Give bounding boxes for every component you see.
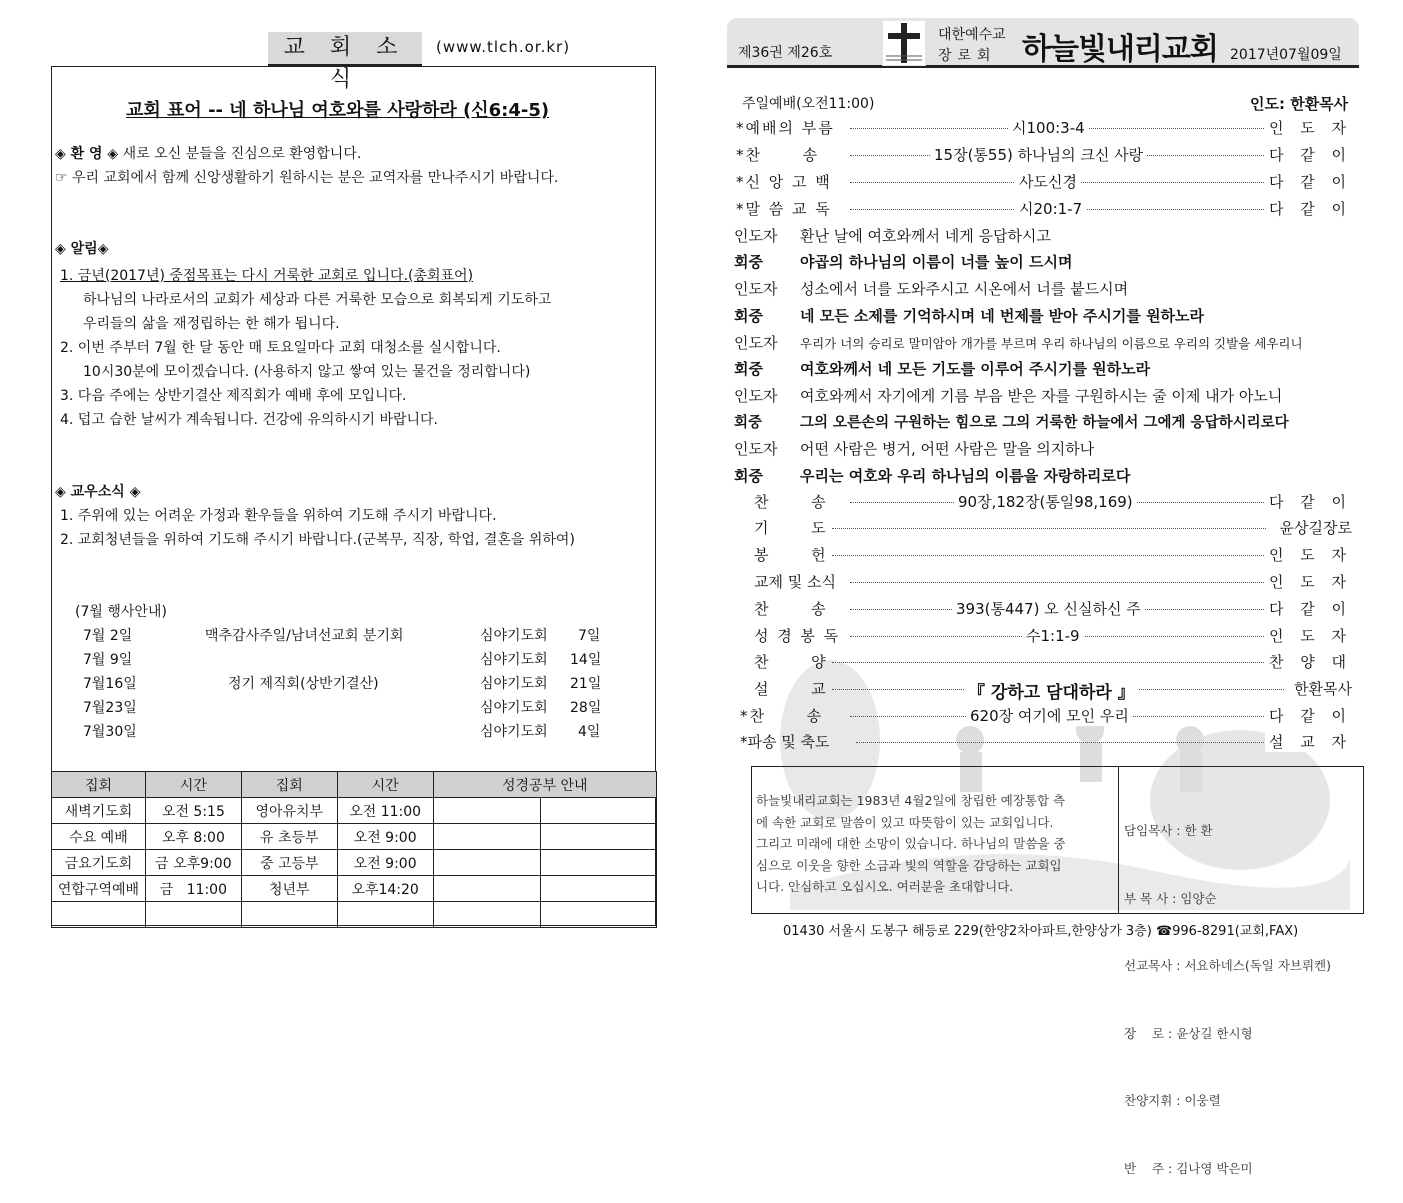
order-row [732,544,1354,566]
event-prayer-day: 21일 [570,676,602,692]
responsive-line [734,385,1282,406]
order-item: *말 씀 교 독 [736,200,832,218]
table-header: 집회 [241,772,337,798]
responsive-text: 우리가 너의 승리로 말미암아 개가를 부르며 우리 하나님의 이름으로 우리의 깃발을 세우리니 [800,336,1303,351]
responsive-speaker: 인도자 [734,227,778,245]
church-cross-logo [882,20,926,66]
event-prayer: 심야기도회 [480,652,548,668]
intro-line: 하늘빛내리교회는 1983년 4월2일에 창립한 예장통합 측 [756,793,1066,808]
notice-item: 1. 금년(2017년) 중점목표는 다시 거룩한 교회로 입니다.(총회표어) [60,268,474,284]
order-item: 찬 송 [754,600,828,618]
volume-number: 제36권 제26호 [738,45,833,61]
responsive-speaker: 회중 [734,467,763,485]
event-prayer: 심야기도회 [480,676,548,692]
responsive-line [734,465,1130,486]
order-row [732,651,1354,673]
order-content: 시100:3-4 [1008,117,1089,138]
responsive-text: 야곱의 하나님의 이름이 너를 높이 드시며 [800,253,1073,271]
member-news-item: 2. 교회청년들을 위하여 기도해 주시기 바랍니다.(군복무, 직장, 학업, 결혼을 위하여) [60,532,575,548]
event-prayer-day: 14일 [570,652,602,668]
responsive-line [734,278,1128,299]
table-cell [541,902,657,928]
event-prayer: 심야기도회 [480,628,548,644]
responsive-speaker: 인도자 [734,440,778,458]
table-row [52,850,657,876]
event-prayer-day: 4일 [578,724,601,740]
order-item: 교제 및 소식 [754,573,836,591]
order-person: 인 도 자 [1265,544,1352,565]
responsive-text: 네 모든 소제를 기억하시며 네 번제를 받아 주시기를 원하노라 [800,307,1205,325]
responsive-line [734,305,1204,326]
sermon-title: 『 강하고 담대하라 』 [964,678,1139,703]
table-cell: 오전 9:00 [337,824,433,850]
responsive-text: 성소에서 너를 도와주시고 시온에서 너를 붙드시며 [800,280,1129,298]
denomination-2: 장로회 [938,48,997,64]
order-item: 찬 송 [754,493,828,511]
order-item: *찬 송 [740,707,824,725]
table-cell: 청년부 [241,876,337,902]
responsive-text: 여호와께서 네 모든 기도를 이루어 주시기를 원하노라 [800,360,1151,378]
staff-line: 반 주 : 김나영 박은미 [1124,1160,1253,1176]
responsive-speaker: 인도자 [734,387,778,405]
staff-line: 담임목사 : 한 환 [1124,823,1213,838]
order-item: *신 앙 고 백 [736,173,832,191]
table-cell [433,850,541,876]
staff-line: 선교목사 : 서요하네스(독일 자브뤼켄) [1124,958,1332,973]
order-person: 인 도 자 [1265,571,1352,592]
order-row [732,571,1354,593]
service-leader: 인도: 한환목사 [1250,95,1349,113]
table-cell [541,824,657,850]
responsive-line [734,358,1150,379]
order-content: 90장,182장(통일98,169) [954,491,1137,512]
order-item: *파송 및 축도 [740,733,830,751]
table-cell [433,902,541,928]
table-cell: 새벽기도회 [52,798,146,824]
staff-line: 장 로 : 윤상길 한시형 [1124,1025,1253,1041]
order-person: 다 같 이 [1265,705,1352,726]
church-intro [756,790,1066,898]
table-cell [433,824,541,850]
order-person: 찬 양 대 [1265,651,1352,672]
table-cell: 오후 8:00 [145,824,241,850]
order-row [732,678,1354,703]
order-person: 다 같 이 [1265,598,1352,619]
responsive-line [734,251,1072,272]
events-heading: (7월 행사안내) [75,604,167,620]
service-time: 주일예배(오전11:00) [742,96,875,112]
church-address: 01430 서울시 도봉구 해등로 229(한양2차아파트,한양상가 3층) ☎996-8291(교회,FAX) [783,924,1299,939]
table-cell [52,902,146,928]
order-item: 성 경 봉 독 [754,627,841,645]
table-row [52,902,657,928]
order-content: 시20:1-7 [1015,198,1086,219]
notice-item: 10시30분에 모이겠습니다. (사용하지 않고 쌓여 있는 물건을 정리합니다) [83,364,531,380]
notice-item: 하나님의 나라로서의 교회가 세상과 다른 거룩한 모습으로 회복되게 기도하고 [83,292,552,308]
notice-item: 4. 덥고 습한 날씨가 계속됩니다. 건강에 유의하시기 바랍니다. [60,412,438,428]
event-date: 7월 9일 [83,652,133,668]
event-date: 7월16일 [83,676,137,692]
order-person: 인 도 자 [1265,117,1352,138]
meeting-schedule-table [51,771,657,928]
table-cell: 영아유치부 [241,798,337,824]
order-row [732,517,1354,539]
responsive-speaker: 회중 [734,253,763,271]
table-cell: 중 고등부 [241,850,337,876]
notice-heading: ◈ 알림◈ [55,241,109,257]
leader-dots [832,662,1284,663]
table-cell [541,798,657,824]
event-prayer: 심야기도회 [480,700,548,716]
order-row [732,117,1354,139]
welcome-line-2: ☞ 우리 교회에서 함께 신앙생활하기 원하시는 분은 교역자를 만나주시기 바랍니다. [55,170,559,186]
order-item: *찬 송 [736,146,820,164]
staff-line: 찬양지휘 : 이웅렬 [1124,1093,1221,1108]
responsive-line [734,225,1051,246]
order-row [732,705,1354,727]
staff-list [1124,775,1331,1203]
order-person: 다 같 이 [1265,171,1352,192]
order-person: 인 도 자 [1265,625,1352,646]
intro-line: 에 속한 교회로 말씀이 있고 따뜻함이 있는 교회입니다. [756,814,1054,830]
event-date: 7월23일 [83,700,137,716]
welcome-heading: ◈ 환 영 ◈ [55,146,119,162]
welcome-text: 새로 오신 분들을 진심으로 환영합니다. [122,146,362,162]
table-cell: 연합구역예배 [52,876,146,902]
event-prayer: 심야기도회 [480,724,548,740]
order-person: 다 같 이 [1265,491,1352,512]
table-row [52,876,657,902]
church-motto: 교회 표어 -- 네 하나님 여호와를 사랑하라 (신6:4-5) [126,100,550,121]
church-url[interactable]: (www.tlch.or.kr) [436,38,571,56]
info-divider [1118,766,1119,914]
responsive-text: 그의 오른손의 구원하는 힘으로 그의 거룩한 하늘에서 그에게 응답하시리로다 [800,415,1289,431]
member-news-heading: ◈ 교우소식 ◈ [55,484,141,500]
order-person: 윤상길장로 [1276,517,1352,538]
table-cell: 오전 9:00 [337,850,433,876]
table-cell [145,902,241,928]
responsive-speaker: 인도자 [734,334,778,352]
leader-dots [856,742,1284,743]
order-row [732,198,1354,220]
table-cell: 수요 예배 [52,824,146,850]
event-name: 맥추감사주일/남녀선교회 분기회 [205,628,404,644]
order-person: 설 교 자 [1265,731,1352,752]
table-cell: 오전 11:00 [337,798,433,824]
event-date: 7월 2일 [83,628,133,644]
order-content: 620장 여기에 모인 우리 [966,705,1133,726]
responsive-line [734,438,1094,459]
responsive-line [734,411,1289,432]
order-item: 봉 헌 [754,546,828,564]
event-prayer-day: 7일 [578,628,601,644]
order-person: 한환목사 [1290,678,1352,699]
order-content: 사도신경 [1015,171,1081,192]
order-item: *예배의 부름 [736,119,835,137]
leader-dots [832,528,1266,529]
news-section-title: 교 회 소 식 [268,32,422,66]
event-prayer-day: 28일 [570,700,602,716]
responsive-speaker: 회중 [734,307,763,325]
intro-line: 그리고 미래에 대한 소망이 있습니다. 하나님의 말씀을 중 [756,836,1066,851]
church-name: 하늘빛내리교회 [1022,32,1218,67]
responsive-speaker: 인도자 [734,280,778,298]
table-cell: 유 초등부 [241,824,337,850]
responsive-speaker: 회중 [734,415,763,431]
table-cell [241,902,337,928]
denomination: 대한예수교 [938,27,1006,43]
table-cell [337,902,433,928]
table-row [52,798,657,824]
table-cell: 오후14:20 [337,876,433,902]
table-header: 시간 [337,772,433,798]
table-row [52,824,657,850]
leader-dots [850,582,1284,583]
notice-item: 우리들의 삶을 재정립하는 한 해가 됩니다. [83,316,340,332]
event-date: 7월30일 [83,724,137,740]
order-row [732,731,1354,753]
table-header: 집회 [52,772,146,798]
order-row [732,598,1354,620]
responsive-text: 환난 날에 여호와께서 네게 응답하시고 [800,227,1051,245]
intro-line: 심으로 이웃을 향한 소금과 빛의 역할을 감당하는 교회입 [756,857,1062,873]
bulletin-date: 2017년07월09일 [1230,47,1342,63]
table-cell: 금 오후9:00 [145,850,241,876]
order-content: 15장(통55) 하나님의 크신 사랑 [930,144,1147,165]
order-content: 393(통447) 오 신실하신 주 [952,598,1145,619]
member-news-item: 1. 주위에 있는 어려운 가정과 환우들을 위하여 기도해 주시기 바랍니다. [60,508,497,524]
table-header-row [52,772,657,798]
order-item: 기 도 [754,519,828,537]
order-item: 설 교 [754,680,828,698]
table-cell: 오전 5:15 [145,798,241,824]
order-row [732,171,1354,193]
order-person: 다 같 이 [1265,144,1352,165]
leader-dots [832,555,1284,556]
responsive-text: 우리는 여호와 우리 하나님의 이름을 자랑하리로다 [800,467,1131,485]
event-name: 정기 제직회(상반기결산) [228,676,379,692]
responsive-line [734,332,1303,353]
responsive-speaker: 회중 [734,360,763,378]
order-row [732,491,1354,513]
order-row [732,144,1354,166]
table-cell: 금 11:00 [145,876,241,902]
table-cell: 금요기도회 [52,850,146,876]
responsive-text: 여호와께서 자기에게 기름 부음 받은 자를 구원하시는 줄 이제 내가 아노니 [800,387,1283,405]
intro-line: 니다. 안심하고 오십시오. 여러분을 초대합니다. [756,879,1014,894]
order-content: 수1:1-9 [1022,625,1084,646]
order-item: 찬 양 [754,653,828,671]
table-cell [433,798,541,824]
table-cell [541,850,657,876]
staff-line: 부 목 사 : 임양순 [1124,890,1217,906]
welcome-line [55,143,361,163]
table-header: 성경공부 안내 [433,772,656,798]
notice-item: 2. 이번 주부터 7월 한 달 동안 매 토요일마다 교회 대청소를 실시합니다. [60,340,501,356]
table-cell [541,876,657,902]
order-person: 다 같 이 [1265,198,1352,219]
responsive-text: 어떤 사람은 병거, 어떤 사람은 말을 의지하나 [800,440,1095,458]
order-row [732,625,1354,647]
table-header: 시간 [145,772,241,798]
table-cell [433,876,541,902]
notice-item: 3. 다음 주에는 상반기결산 제직회가 예배 후에 모입니다. [60,388,407,404]
